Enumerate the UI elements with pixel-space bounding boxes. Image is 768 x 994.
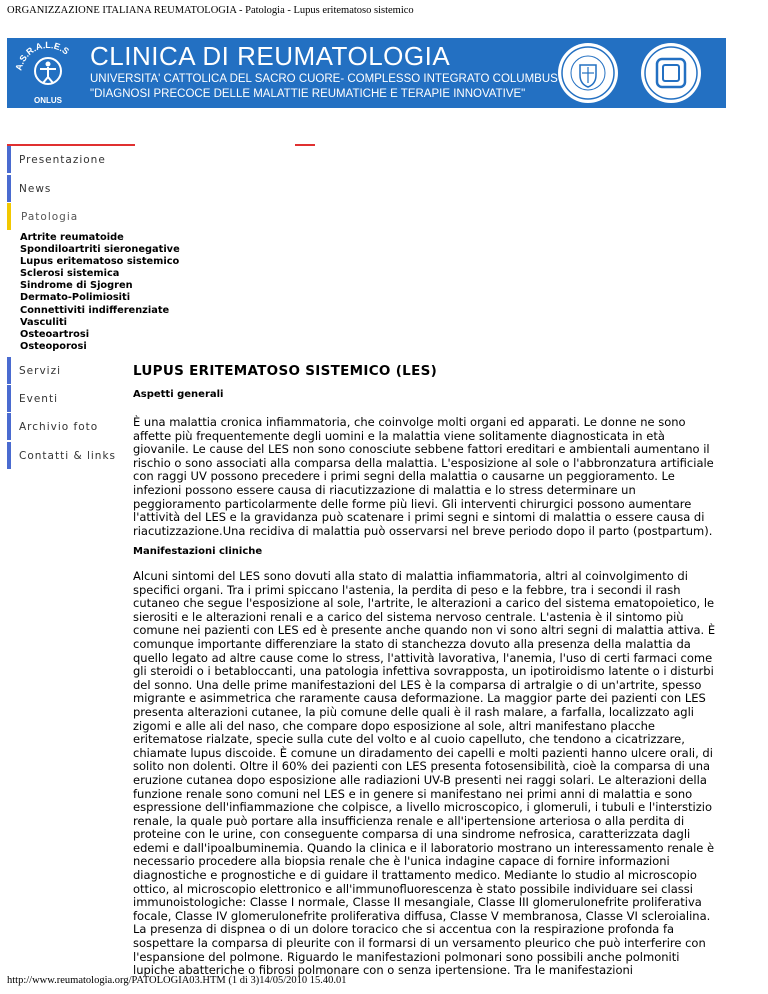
text-line: È una malattia cronica infiammatoria, che coinvolge molti organi ed apparati. Le donne ne sono: [133, 415, 686, 429]
print-header: ORGANIZZAZIONE ITALIANA REUMATOLOGIA - Patologia - Lupus eritematoso sistemico: [7, 5, 414, 16]
text-line: solito non dolenti. Oltre il 60% dei pazienti con LES presenta fotosensibilità, cioè la comparsa di una: [133, 759, 711, 774]
text-line: funzione renale sono comuni nel LES e in genere si manifestano nei primi anni di malattia e sono: [133, 786, 693, 801]
submenu-item-spondiloartriti[interactable]: Spondiloartriti sieronegative: [20, 244, 180, 256]
nav-item-eventi[interactable]: Eventi: [7, 385, 135, 412]
section-body-aspetti-generali: [133, 416, 733, 538]
text-line: comune nei pazienti con LES ed è presente anche quando non vi sono altri segni di malattia attiva. È: [133, 623, 716, 638]
text-line: migrante e asimmetrica che raramente causa deformazione. La maggior parte dei pazienti con LES: [133, 691, 706, 706]
nav-item-archivio-foto[interactable]: Archivio foto: [7, 413, 135, 440]
svg-text:ONLUS: ONLUS: [34, 96, 62, 105]
section-body-manifestazioni-cliniche: [133, 570, 733, 978]
text-line: rischio o sono associati alla comparsa della malattia. L'esposizione al sole o l'abbronzatura artificiale: [133, 455, 714, 470]
header-banner: [7, 38, 726, 108]
text-line: chiamate lupus discoide. È comune un diradamento dei capelli e molti pazienti hanno ulcere orali, di: [133, 745, 713, 760]
clinic-title: CLINICA DI REUMATOLOGIA: [90, 41, 451, 71]
text-line: eruzione cutanea dopo esposizione alle radiazioni UV-B presenti nei raggi solari. Le alterazioni della: [133, 772, 707, 787]
text-line: quello legato ad altre cause come lo stress, l'attività lavorativa, l'anemia, l'uso di certi farmaci come: [133, 650, 713, 665]
submenu-item-sclerosi-sistemica[interactable]: Sclerosi sistemica: [20, 268, 120, 280]
nav-item-presentazione[interactable]: Presentazione: [7, 146, 135, 173]
text-line: edemi e dall'ipoalbuminemia. Quando la clinica e il laboratorio mostrano un interessamento renale è: [133, 840, 715, 855]
text-line: infezioni possono essere causa di riacutizzazione di malattia e lo stress determinare un: [133, 482, 636, 497]
text-line: sierositi e le alterazioni renali e a carico del sistema nervoso centrale. L'astenia è il sintomo più: [133, 609, 684, 624]
submenu-item-artrite-reumatoide[interactable]: Artrite reumatoide: [20, 232, 124, 243]
nav-item-patologia[interactable]: Patologia: [7, 203, 135, 230]
nav-top-rule-short: [295, 144, 315, 146]
text-line: renale, la quale può portare alla insufficienza renale e all'ipertensione arteriosa o alla perdita di: [133, 813, 685, 828]
text-line: comunque importante differenziare la stato di stanchezza dovuto alla presenza della malattia da: [133, 636, 691, 651]
text-line: affette più frequentemente degli uomini e la malattia viene solitamente diagnosticata in età: [133, 428, 665, 443]
nav-item-contatti-links[interactable]: Contatti & links: [7, 442, 135, 469]
submenu-item-connettiviti[interactable]: Connettiviti indifferenziate: [20, 304, 170, 316]
text-line: diagnostiche e prognostiche e di guidare il trattamento medico. Mediante lo studio al microscopio: [133, 868, 697, 883]
text-line: peggioramento particolarmente delle forme più lievi. Gli interventi chirurgici possono aumentare: [133, 496, 692, 511]
text-line: presenta alterazioni cutanee, la più comune delle quali è il rash malare, a farfalla, localizzato agli: [133, 704, 694, 719]
text-line: immunoistologiche: Classe I normale, Classe II mesangiale, Classe III glomerulonefrite proliferativa: [133, 895, 702, 910]
text-line: lupiche abatteriche o fibrosi polmonare con o senza ipertensione. Tra le manifestazioni: [133, 963, 633, 978]
text-line: l'espansione del polmone. Riguardo le manifestazioni polmonari sono possibili anche polmoniti: [133, 949, 680, 964]
section-title-manifestazioni-cliniche: Manifestazioni cliniche: [133, 546, 263, 557]
submenu-item-osteoporosi[interactable]: Osteoporosi: [20, 340, 87, 352]
clinic-subtitle-university: UNIVERSITA' CATTOLICA DEL SACRO CUORE- COMPLESSO INTEGRATO COLUMBUS: [90, 73, 558, 85]
submenu-item-vasculiti[interactable]: Vasculiti: [20, 316, 68, 328]
submenu-item-sjogren[interactable]: Sindrome di Sjogren: [20, 280, 133, 292]
text-line: sospettare la comparsa di pleurite con il formarsi di un versamento pleurico che può interferire con: [133, 936, 706, 951]
text-line: Alcuni sintomi del LES sono dovuti alla stato di malattia infiammatoria, altri al coinvolgimento di: [133, 569, 688, 583]
text-line: riacutizzazione.Una recidiva di malattia può osservarsi nel breve periodo dopo il parto (postpartum).: [133, 523, 713, 538]
clinic-subtitle-motto: "DIAGNOSI PRECOCE DELLE MALATTIE REUMATICHE E TERAPIE INNOVATIVE": [90, 88, 526, 100]
text-line: ottico, al microscopio elettronico e all'immunofluorescenza è stato possibile individuare sei classi: [133, 881, 693, 896]
text-line: focale, Classe IV glomerulonefrite proliferativa diffusa, Classe V membranosa, Classe VI scleroialina.: [133, 908, 711, 923]
text-line: gli steroidi o i betabloccanti, una patologia infettiva sovrapposta, un ipotiroidismo latente o i disturbi: [133, 664, 714, 679]
text-line: espressione dell'infiammazione che colpisce, a livello microscopico, i glomeruli, i tubuli e l'interstizio: [133, 800, 712, 815]
nav-item-servizi[interactable]: Servizi: [7, 357, 135, 384]
submenu-item-dermato-polimiositi[interactable]: Dermato-Polimiositi: [20, 292, 131, 304]
print-footer: http://www.reumatologia.org/PATOLOGIA03.HTM (1 di 3)14/05/2010 15.40.01: [7, 975, 347, 986]
text-line: del sonno. Una delle prime manifestazioni del LES è la comparsa di artralgie o di un'artrite, spesso: [133, 677, 702, 692]
asrales-logo-icon: [13, 41, 83, 105]
submenu-item-lupus[interactable]: Lupus eritematoso sistemico: [20, 256, 180, 268]
text-line: cutaneo che segue l'esposizione al sole, l'artrite, le alterazioni a carico del sistema ematopoietico, le: [133, 596, 715, 611]
text-line: specifici organi. Tra i primi spiccano l'astenia, la perdita di peso e la febbre, tra i secondi il rash: [133, 582, 681, 597]
text-line: La presenza di dispnea o di un dolore toracico che si accentua con la respirazione profonda fa: [133, 922, 675, 937]
text-line: necessario procedere alla biopsia renale che è l'unica indagine capace di fornire informazioni: [133, 854, 670, 869]
text-line: zigomi e alle ali del naso, che compare dopo esposizione al sole, altri manifestano placche: [133, 718, 655, 733]
association-seal-icon: [638, 41, 704, 105]
text-line: con raggi UV possono precedere i primi segni della malattia o causarne un peggioramento. Le: [133, 469, 675, 484]
text-line: giovanile. Le cause del LES non sono conosciute sebbene fattori ereditari e ambientali aumentano il: [133, 442, 710, 457]
university-seal-icon: [556, 41, 620, 105]
text-line: l'attività del LES e la gravidanza può scatenare i primi segni e sintomi di malattia o essere causa di: [133, 510, 705, 525]
pathology-submenu: [20, 232, 180, 353]
section-title-aspetti-generali: Aspetti generali: [133, 389, 224, 400]
nav-item-news[interactable]: News: [7, 175, 135, 202]
page-title: LUPUS ERITEMATOSO SISTEMICO (LES): [133, 363, 438, 379]
svg-text:A.S.R.A.L.E.S: A.S.R.A.L.E.S: [13, 41, 71, 72]
text-line: proteine con le urine, con conseguente comparsa di una sindrome nefrosica, caratterizzata dagli: [133, 827, 691, 842]
submenu-item-osteoartrosi[interactable]: Osteoartrosi: [20, 328, 90, 340]
text-line: eritematose rialzate, specie sulla cute del volto e al cuoio capelluto, che tendono a cicatrizzare,: [133, 732, 685, 747]
